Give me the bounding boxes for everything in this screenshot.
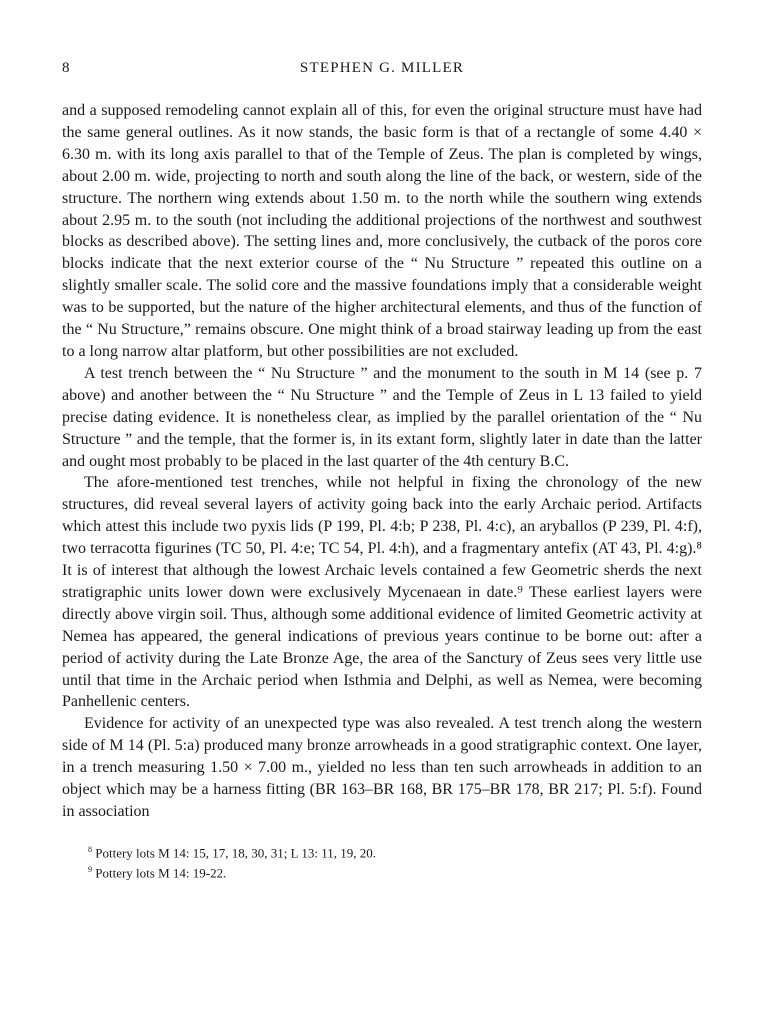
paragraph: Evidence for activity of an unexpected type was also revealed. A test trench along the western side of M 14 (Pl. 5:a) produced many bronze arrowheads in a good stratigraphic context. One layer, in a trench measuring 1.50 × 7.00 m., yielded no less than ten such arrowheads in addition to an object which may be a harness fitting (BR 163–BR 168, BR 175–BR 178, BR 217; Pl. 5:f). Found in association xyxy=(62,715,702,820)
footnote-text: Pottery lots M 14: 19-22. xyxy=(95,865,227,881)
footnotes xyxy=(62,841,702,882)
footnote xyxy=(88,841,702,861)
running-head xyxy=(62,60,702,84)
page-number: 8 xyxy=(62,60,70,76)
footnote-text: Pottery lots M 14: 15, 17, 18, 30, 31; L 13: 11, 19, 20. xyxy=(95,845,376,861)
paragraph: A test trench between the “ Nu Structure ” and the monument to the south in M 14 (see p. 7 above) and another between the “ Nu Structure ” and the Temple of Zeus in L 13 failed to yield precise dating evidence. It is nonetheless clear, as implied by the parallel orientation of the “ Nu Structure ” and the temple, that the former is, in its extant form, slightly later in date than the latter and ought most probably to be placed in the last quarter of the 4th century B.C. xyxy=(62,364,702,470)
footnote-marker: 8 xyxy=(88,844,92,854)
footnote xyxy=(88,861,702,881)
page xyxy=(62,60,702,882)
paragraph: and a supposed remodeling cannot explain all of this, for even the original structure must have had the same general outlines. As it now stands, the basic form is that of a rectangle of some 4.40 × 6.30 m. with its long axis parallel to that of the Temple of Zeus. The plan is completed by wings, about 2.00 m. wide, projecting to north and south along the line of the back, or western, side of the structure. The northern wing extends about 1.50 m. to the north while the southern wing extends about 2.95 m. to the south (not including the additional projections of the northwest and southwest blocks as described above). The setting lines and, more conclusively, the cutback of the poros core blocks indicate that the next exterior course of the “ Nu Structure ” repeated this outline on a slightly smaller scale. The solid core and the massive foundations imply that a considerable weight was to be supported, but the nature of the higher architectural elements, and thus of the function of the “ Nu Structure,” remains obscure. One might think of a broad stairway leading up from the east to a long narrow altar platform, but other possibilities are not excluded. xyxy=(62,102,702,360)
body-text xyxy=(62,100,702,823)
running-head-author: STEPHEN G. MILLER xyxy=(299,60,465,76)
footnote-marker: 9 xyxy=(88,865,92,875)
paragraph: The afore-mentioned test trenches, while not helpful in fixing the chronology of the new structures, did reveal several layers of activity going back into the early Archaic period. Artifacts which attest this include two pyxis lids (P 199, Pl. 4:b; P 238, Pl. 4:c), an aryballos (P 239, Pl. 4:f), two terracotta figurines (TC 50, Pl. 4:e; TC 54, Pl. 4:h), and a fragmentary antefix (AT 43, Pl. 4:g).⁸ It is of interest that although the lowest Archaic levels contained a few Geometric sherds the next stratigraphic units lower down were exclusively Mycenaean in date.⁹ These earliest layers were directly above virgin soil. Thus, although some additional evidence of limited Geometric activity at Nemea has appeared, the general indications of previous years continue to be borne out: after a period of activity during the Late Bronze Age, the area of the Sanctury of Zeus sees very little use until that time in the Archaic period when Isthmia and Delphi, as well as Nemea, were becoming Panhellenic centers. xyxy=(62,474,702,711)
